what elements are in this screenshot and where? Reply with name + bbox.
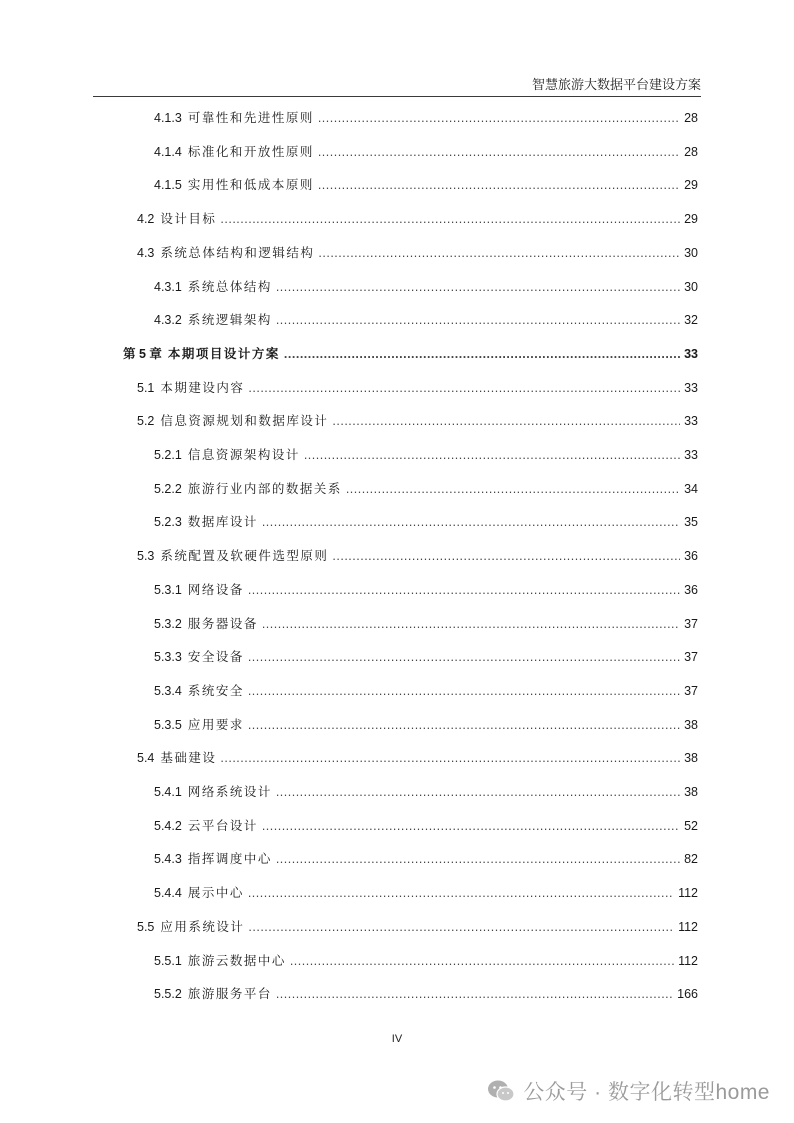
- toc-entry-page: 112: [678, 919, 698, 934]
- toc-entry-page: 37: [684, 650, 698, 665]
- toc-entry-title: 安全设备: [187, 650, 244, 665]
- toc-entry-page: 38: [684, 751, 698, 766]
- toc-entry[interactable]: [154, 883, 698, 903]
- toc-entry-number: 5.4: [137, 751, 155, 766]
- toc-entry-number: 5.3.1: [154, 582, 182, 597]
- toc-entry-title: 基础建设: [160, 751, 217, 766]
- toc-entry[interactable]: [154, 951, 698, 971]
- toc-dot-leader: [332, 414, 680, 428]
- toc-entry[interactable]: [154, 445, 698, 465]
- toc-entry-title: 系统总体结构: [187, 279, 272, 294]
- toc-entry[interactable]: [137, 378, 698, 398]
- toc-entry-number: 4.2: [137, 212, 155, 227]
- watermark: [487, 1076, 770, 1106]
- document-title: 智慧旅游大数据平台建设方案: [531, 78, 701, 93]
- toc-dot-leader: [318, 111, 680, 125]
- toc-dot-leader: [276, 852, 680, 866]
- toc-entry-page: 28: [684, 144, 698, 159]
- toc-entry-title: 服务器设备: [187, 616, 258, 631]
- toc-entry-title: 系统逻辑架构: [187, 313, 272, 328]
- toc-entry-title: 可靠性和先进性原则: [187, 111, 314, 125]
- toc-entry-number: 5.3.4: [154, 683, 182, 698]
- toc-entry[interactable]: [154, 782, 698, 802]
- toc-dot-leader: [262, 617, 680, 631]
- toc-entry-title: 系统总体结构和逻辑结构: [160, 245, 315, 260]
- toc-entry[interactable]: [137, 748, 698, 768]
- toc-entry-title: 本期项目设计方案: [167, 346, 280, 361]
- toc-entry-number: 5.3.5: [154, 717, 182, 732]
- toc-entry-page: 36: [684, 582, 698, 597]
- toc-dot-leader: [248, 583, 680, 597]
- toc-entry-page: 34: [684, 481, 698, 496]
- toc-entry-number: 4.1.5: [154, 178, 182, 193]
- toc-entry[interactable]: [154, 479, 698, 499]
- toc-entry-page: 33: [684, 448, 698, 462]
- toc-entry-page: 38: [684, 785, 698, 799]
- toc-dot-leader: [262, 515, 680, 529]
- toc-entry-title: 网络系统设计: [187, 785, 272, 799]
- toc-entry[interactable]: [137, 917, 698, 937]
- toc-entry-number: 5.5.2: [154, 987, 182, 1002]
- toc-entry-page: 112: [678, 953, 698, 968]
- toc-entry-title: 实用性和低成本原则: [187, 178, 314, 193]
- toc-entry-title: 展示中心: [187, 886, 244, 901]
- toc-dot-leader: [248, 650, 680, 664]
- toc-entry-page: 33: [684, 346, 698, 361]
- toc-entry-number: 4.1.3: [154, 111, 182, 125]
- wechat-icon: [487, 1079, 515, 1103]
- toc-entry-number: 第 5 章: [123, 346, 162, 361]
- toc-entry-page: 28: [684, 111, 698, 125]
- toc-entry-page: 29: [684, 212, 698, 227]
- toc-entry[interactable]: [154, 984, 698, 1004]
- toc-entry[interactable]: [154, 681, 698, 701]
- toc-entry-number: 4.1.4: [154, 144, 182, 159]
- toc-entry-number: 4.3.1: [154, 279, 182, 294]
- toc-dot-leader: [248, 718, 680, 732]
- toc-entry[interactable]: [154, 580, 698, 600]
- toc-entry-title: 系统配置及软硬件选型原则: [160, 549, 329, 564]
- toc-entry[interactable]: [154, 277, 698, 297]
- toc-entry-page: 37: [684, 616, 698, 631]
- toc-entry-number: 5.4.3: [154, 852, 182, 867]
- toc-dot-leader: [284, 347, 680, 361]
- toc-entry-page: 33: [684, 414, 698, 429]
- toc-entry-page: 52: [684, 818, 698, 833]
- watermark-text: 公众号 · 数字化转型home: [523, 1081, 770, 1104]
- toc-entry-page: 36: [684, 549, 698, 564]
- toc-entry[interactable]: [137, 411, 698, 431]
- toc-entry-title: 网络设备: [187, 582, 244, 597]
- toc-entry-title: 云平台设计: [187, 818, 258, 833]
- toc-entry-page: 33: [684, 380, 698, 395]
- toc-entry-number: 5.3: [137, 549, 155, 564]
- toc-entry-page: 30: [684, 279, 698, 294]
- toc-entry[interactable]: [154, 142, 698, 162]
- toc-dot-leader: [248, 920, 674, 934]
- toc-dot-leader: [276, 280, 680, 294]
- toc-entry-page: 38: [684, 717, 698, 732]
- toc-entry[interactable]: [154, 175, 698, 195]
- toc-entry-number: 5.2.2: [154, 481, 182, 496]
- toc-entry-number: 5.5.1: [154, 953, 182, 968]
- toc-entry-title: 信息资源架构设计: [187, 448, 300, 462]
- toc-entry-title: 数据库设计: [187, 515, 258, 530]
- toc-dot-leader: [290, 954, 674, 968]
- toc-entry[interactable]: [154, 108, 698, 128]
- toc-entry[interactable]: [154, 512, 698, 532]
- toc-dot-leader: [318, 178, 680, 192]
- toc-entry-page: 32: [684, 313, 698, 328]
- toc-entry-number: 4.3: [137, 245, 155, 260]
- toc-entry-page: 166: [677, 987, 698, 1002]
- toc-dot-leader: [276, 313, 680, 327]
- toc-entry-number: 5.4.1: [154, 785, 182, 799]
- toc-entry[interactable]: [154, 310, 698, 330]
- toc-entry-title: 信息资源规划和数据库设计: [160, 414, 329, 429]
- toc-entry-page: 35: [684, 515, 698, 530]
- toc-entry-title: 本期建设内容: [160, 380, 245, 395]
- toc-entry-number: 5.2.3: [154, 515, 182, 530]
- toc-entry-page: 112: [678, 886, 698, 901]
- toc-dot-leader: [318, 145, 680, 159]
- page-number: IV: [391, 1033, 403, 1045]
- toc-entry-title: 设计目标: [160, 212, 217, 227]
- toc-entry-number: 5.3.2: [154, 616, 182, 631]
- toc-entry-page: 82: [684, 852, 698, 867]
- toc-entry-number: 5.3.3: [154, 650, 182, 665]
- toc-entry-number: 4.3.2: [154, 313, 182, 328]
- toc-dot-leader: [248, 886, 674, 900]
- toc-entry[interactable]: [154, 849, 698, 869]
- toc-entry[interactable]: [154, 715, 698, 735]
- toc-entry-title: 旅游云数据中心: [187, 953, 286, 968]
- toc-entry[interactable]: [137, 546, 698, 566]
- toc-entry[interactable]: [137, 209, 698, 229]
- toc-dot-leader: [220, 212, 680, 226]
- toc-entry[interactable]: [154, 614, 698, 634]
- toc-entry-page: 37: [684, 683, 698, 698]
- toc-dot-leader: [220, 751, 680, 765]
- toc-dot-leader: [262, 819, 680, 833]
- toc-entry[interactable]: [154, 647, 698, 667]
- toc-entry-number: 5.4.4: [154, 886, 182, 901]
- toc-entry-title: 应用系统设计: [160, 919, 245, 934]
- toc-entry-title: 应用要求: [187, 717, 244, 732]
- toc-entry-title: 指挥调度中心: [187, 852, 272, 867]
- toc-entry-title: 系统安全: [187, 683, 244, 698]
- toc-entry-number: 5.2.1: [154, 448, 182, 462]
- toc-entry-title: 旅游服务平台: [187, 987, 272, 1002]
- toc-dot-leader: [248, 684, 680, 698]
- toc-entry-page: 29: [684, 178, 698, 193]
- toc-entry[interactable]: [123, 344, 698, 364]
- toc-entry-number: 5.1: [137, 380, 155, 395]
- toc-entry-title: 旅游行业内部的数据关系: [187, 481, 342, 496]
- toc-entry-page: 30: [684, 245, 698, 260]
- toc-entry-number: 5.4.2: [154, 818, 182, 833]
- toc-dot-leader: [248, 381, 680, 395]
- toc-dot-leader: [346, 482, 680, 496]
- toc-dot-leader: [276, 987, 673, 1001]
- toc-entry-title: 标准化和开放性原则: [187, 144, 314, 159]
- toc-dot-leader: [304, 448, 680, 462]
- toc-dot-leader: [276, 785, 680, 799]
- toc-dot-leader: [332, 549, 680, 563]
- toc-entry-number: 5.5: [137, 919, 155, 934]
- toc-entry[interactable]: [137, 243, 698, 263]
- toc-entry[interactable]: [154, 816, 698, 836]
- toc-entry-number: 5.2: [137, 414, 155, 429]
- toc-dot-leader: [318, 246, 680, 260]
